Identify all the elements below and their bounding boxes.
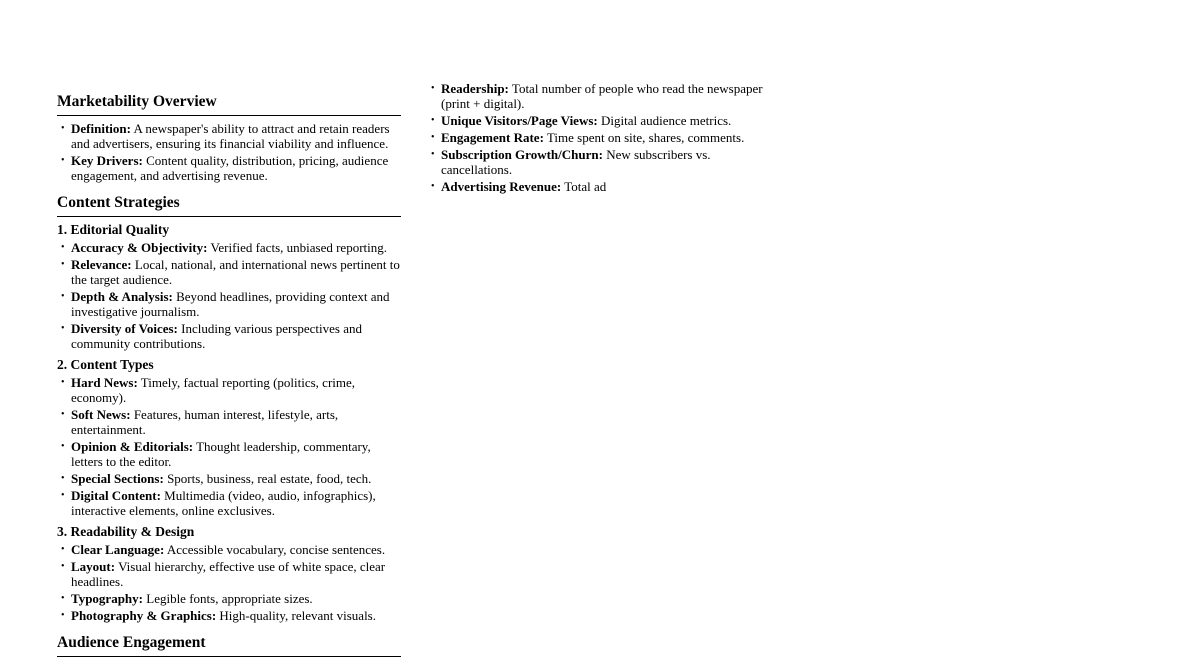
readability-subsection	[57, 524, 401, 623]
overview-list	[57, 121, 401, 183]
list-item: • Engagement Rate: Time spent on site, shares, comments.	[427, 130, 767, 145]
list-item: • Relevance: Local, national, and international news pertinent to the target audience.	[57, 257, 401, 287]
content-types-heading: 2. Content Types	[57, 357, 154, 372]
content-types-list	[57, 375, 401, 518]
editorial-heading: 1. Editorial Quality	[57, 222, 170, 237]
list-item: • Layout: Visual hierarchy, effective use of white space, clear headlines.	[57, 559, 401, 589]
strategies-heading: Content Strategies	[57, 194, 401, 217]
list-item: • Special Sections: Sports, business, real estate, food, tech.	[57, 471, 401, 486]
left-column	[57, 93, 401, 668]
overview-heading: Marketability Overview	[57, 93, 401, 116]
list-item: • Unique Visitors/Page Views: Digital audience metrics.	[427, 113, 767, 128]
readability-heading: 3. Readability & Design	[57, 524, 195, 539]
list-item: • Key Drivers: Content quality, distribution, pricing, audience engagement, and advertising revenue.	[57, 153, 401, 183]
list-item: • Opinion & Editorials: Thought leadership, commentary, letters to the editor.	[57, 439, 401, 469]
list-item: • Photography & Graphics: High-quality, relevant visuals.	[57, 608, 401, 623]
list-item: • Subscription Growth/Churn: New subscribers vs. cancellations.	[427, 147, 767, 177]
list-item: • Depth & Analysis: Beyond headlines, providing context and investigative journalism.	[57, 289, 401, 319]
metrics-list	[427, 81, 767, 194]
list-item: • Readership: Total number of people who read the newspaper (print + digital).	[427, 81, 767, 111]
list-item: • Advertising Revenue: Total ad	[427, 179, 767, 194]
engagement-section	[57, 634, 401, 657]
list-item: • Definition: A newspaper's ability to attract and retain readers and advertisers, ensuring its financial viability and influence.	[57, 121, 401, 151]
editorial-list	[57, 240, 401, 351]
readability-list	[57, 542, 401, 623]
overview-section	[57, 93, 401, 183]
list-item: • Diversity of Voices: Including various perspectives and community contributions.	[57, 321, 401, 351]
list-item: • Accuracy & Objectivity: Verified facts, unbiased reporting.	[57, 240, 401, 255]
list-item: • Typography: Legible fonts, appropriate sizes.	[57, 591, 401, 606]
list-item: • Digital Content: Multimedia (video, audio, infographics), interactive elements, online exclusives.	[57, 488, 401, 518]
engagement-heading: Audience Engagement	[57, 634, 401, 657]
content-types-subsection	[57, 357, 401, 518]
right-column	[427, 81, 767, 196]
editorial-subsection	[57, 222, 401, 351]
list-item: • Hard News: Timely, factual reporting (politics, crime, economy).	[57, 375, 401, 405]
list-item: • Soft News: Features, human interest, lifestyle, arts, entertainment.	[57, 407, 401, 437]
strategies-section	[57, 194, 401, 623]
list-item: • Clear Language: Accessible vocabulary, concise sentences.	[57, 542, 401, 557]
